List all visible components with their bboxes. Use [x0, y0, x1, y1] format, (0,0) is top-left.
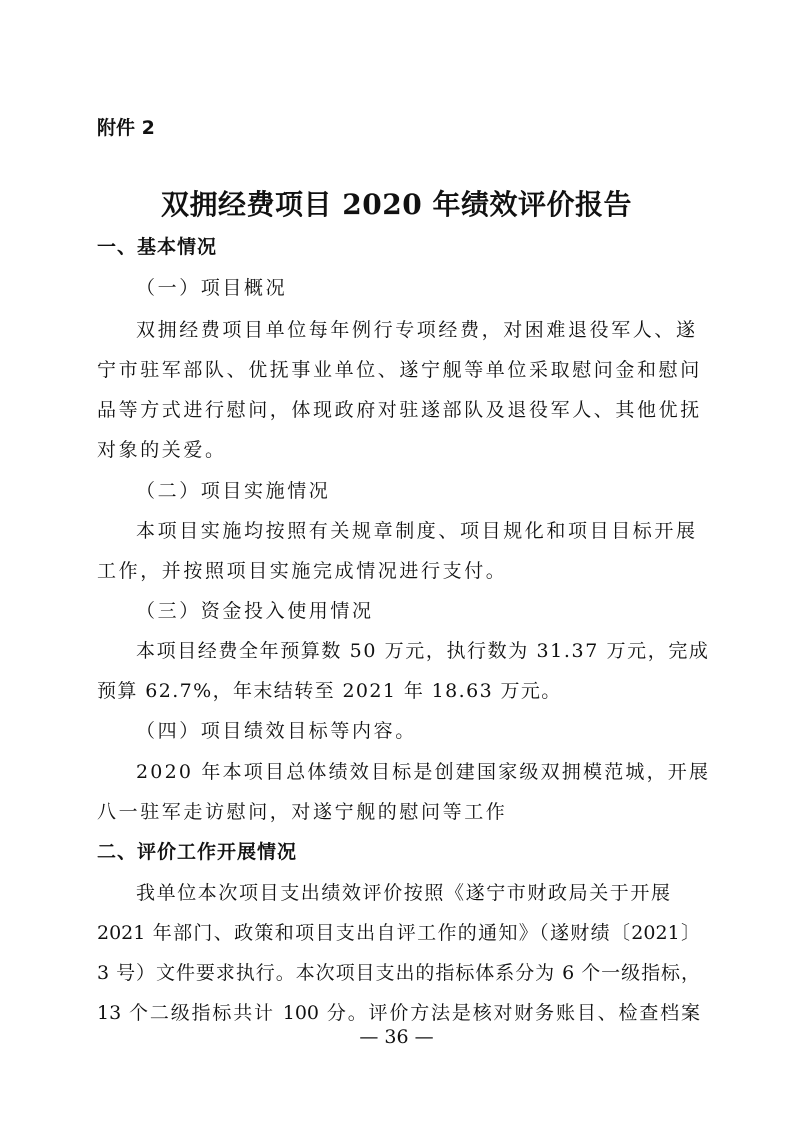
paragraph-line: 3 号）文件要求执行。本次项目支出的指标体系分为 6 个一级指标，	[97, 962, 700, 984]
paragraph-line: 八一驻军走访慰问，对遂宁舰的慰问等工作	[97, 801, 508, 823]
paragraph-line: 品等方式进行慰问，体现政府对驻遂部队及退役军人、其他优抚	[97, 399, 702, 421]
section1-heading: 一、基本情况	[97, 236, 218, 258]
paragraph-line: 宁市驻军部队、优抚事业单位、遂宁舰等单位采取慰问金和慰问	[97, 359, 702, 381]
paragraph-line: 双拥经费项目单位每年例行专项经费，对困难退役军人、遂	[136, 319, 698, 341]
sub1-heading: （一）项目概况	[136, 277, 288, 299]
sub3-heading: （三）资金投入使用情况	[136, 600, 374, 622]
attachment-label: 附件 2	[97, 117, 155, 139]
paragraph-line: 对象的关爱。	[97, 439, 227, 461]
paragraph-line: 工作，并按照项目实施完成情况进行支付。	[97, 560, 508, 582]
paragraph-line: 预算 62.7%，年末结转至 2021 年 18.63 万元。	[97, 680, 562, 702]
paragraph-line: 13 个二级指标共计 100 分。评价方法是核对财务账目、检查档案	[97, 1002, 700, 1024]
paragraph-line: 2021 年部门、政策和项目支出自评工作的通知》（遂财绩〔2021〕	[97, 922, 700, 944]
paragraph-line: 2020 年本项目总体绩效目标是创建国家级双拥模范城，开展	[136, 761, 711, 783]
page-number: — 36 —	[359, 1026, 434, 1048]
paragraph-line: 我单位本次项目支出绩效评价按照《遂宁市财政局关于开展	[136, 882, 672, 904]
section2-heading: 二、评价工作开展情况	[97, 841, 298, 863]
paragraph-line: 本项目经费全年预算数 50 万元，执行数为 31.37 万元，完成	[136, 640, 710, 662]
paragraph-line: 本项目实施均按照有关规章制度、项目规化和项目目标开展	[136, 520, 698, 542]
report-title: 双拥经费项目 2020 年绩效评价报告	[161, 188, 632, 221]
sub2-heading: （二）项目实施情况	[136, 480, 331, 502]
sub4-heading: （四）项目绩效目标等内容。	[136, 720, 417, 742]
